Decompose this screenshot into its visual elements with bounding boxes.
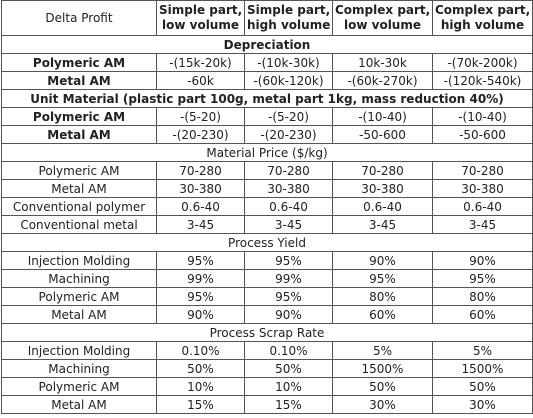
table-cell: -(15k-20k) — [157, 54, 245, 72]
column-header — [157, 1, 245, 36]
header-row — [2, 1, 533, 36]
table-cell: 95% — [157, 288, 245, 306]
table-cell: 0.6-40 — [157, 198, 245, 216]
table-row — [2, 216, 533, 234]
table-cell: 0.6-40 — [433, 198, 533, 216]
column-header-line2: high volume — [247, 18, 331, 32]
table-cell: -(10-40) — [433, 108, 533, 126]
section-title: Depreciation — [2, 36, 533, 54]
table-cell: 60% — [433, 306, 533, 324]
table-cell: 0.10% — [157, 342, 245, 360]
table-row — [2, 72, 533, 90]
table-cell: 99% — [245, 270, 333, 288]
table-cell: 70-280 — [157, 162, 245, 180]
table-row — [2, 270, 533, 288]
table-row — [2, 180, 533, 198]
column-header-line1: Simple part, — [159, 3, 243, 17]
row-label: Polymeric AM — [2, 54, 157, 72]
row-label: Metal AM — [2, 306, 157, 324]
table-cell: 5% — [333, 342, 433, 360]
column-header-line1: Complex part, — [335, 3, 431, 17]
table-row — [2, 252, 533, 270]
table-cell: 1500% — [333, 360, 433, 378]
table-body — [2, 36, 533, 414]
table-cell: -(60k-120k) — [245, 72, 333, 90]
row-label: Machining — [2, 270, 157, 288]
table-cell: 3-45 — [333, 216, 433, 234]
table-cell: 50% — [157, 360, 245, 378]
table-cell: 90% — [157, 306, 245, 324]
header-label: Delta Profit — [2, 1, 157, 36]
table-cell: 70-280 — [433, 162, 533, 180]
table-cell: 70-280 — [333, 162, 433, 180]
row-label: Polymeric AM — [2, 108, 157, 126]
table-cell: 50% — [333, 378, 433, 396]
table-cell: -(5-20) — [245, 108, 333, 126]
table-cell: 50% — [245, 360, 333, 378]
row-label: Metal AM — [2, 396, 157, 414]
table-cell: 3-45 — [245, 216, 333, 234]
column-header-line2: low volume — [344, 18, 421, 32]
table-cell: 30-380 — [433, 180, 533, 198]
table-cell: -50-600 — [433, 126, 533, 144]
row-label: Metal AM — [2, 180, 157, 198]
table-cell: 10% — [245, 378, 333, 396]
section-title: Material Price ($/kg) — [2, 144, 533, 162]
table-row — [2, 126, 533, 144]
row-label: Injection Molding — [2, 342, 157, 360]
table-cell: -(5-20) — [157, 108, 245, 126]
table-cell: 30-380 — [333, 180, 433, 198]
table-cell: 99% — [157, 270, 245, 288]
row-label: Conventional polymer — [2, 198, 157, 216]
table-cell: 95% — [433, 270, 533, 288]
section-title: Unit Material (plastic part 100g, metal part 1kg, mass reduction 40%) — [2, 90, 533, 108]
section-row — [2, 144, 533, 162]
table-cell: -(60k-270k) — [333, 72, 433, 90]
column-header — [433, 1, 533, 36]
table-cell: 30% — [433, 396, 533, 414]
table-cell: 10k-30k — [333, 54, 433, 72]
table-cell: -(10k-30k) — [245, 54, 333, 72]
table-cell: 3-45 — [433, 216, 533, 234]
table-cell: 80% — [333, 288, 433, 306]
table-cell: -60k — [157, 72, 245, 90]
column-header — [245, 1, 333, 36]
row-label: Machining — [2, 360, 157, 378]
row-label: Polymeric AM — [2, 378, 157, 396]
table-cell: 90% — [333, 252, 433, 270]
table-cell: -50-600 — [333, 126, 433, 144]
table-row — [2, 306, 533, 324]
row-label: Conventional metal — [2, 216, 157, 234]
table-cell: -(20-230) — [157, 126, 245, 144]
section-title: Process Yield — [2, 234, 533, 252]
column-header-line1: Simple part, — [247, 3, 331, 17]
table-cell: 95% — [245, 252, 333, 270]
table-cell: 80% — [433, 288, 533, 306]
table-cell: 70-280 — [245, 162, 333, 180]
row-label: Metal AM — [2, 126, 157, 144]
table-row — [2, 198, 533, 216]
table-cell: 90% — [433, 252, 533, 270]
table-cell: 5% — [433, 342, 533, 360]
column-header — [333, 1, 433, 36]
table-cell: 1500% — [433, 360, 533, 378]
table-cell: 0.10% — [245, 342, 333, 360]
table-cell: 0.6-40 — [245, 198, 333, 216]
column-header-line2: high volume — [440, 18, 525, 32]
table-cell: -(10-40) — [333, 108, 433, 126]
table-cell: 15% — [157, 396, 245, 414]
table-cell: 50% — [433, 378, 533, 396]
table-cell: -(120k-540k) — [433, 72, 533, 90]
section-row — [2, 234, 533, 252]
table-cell: -(20-230) — [245, 126, 333, 144]
table-cell: 95% — [333, 270, 433, 288]
column-header-line1: Complex part, — [435, 3, 531, 17]
table-cell: 3-45 — [157, 216, 245, 234]
table-cell: 30-380 — [157, 180, 245, 198]
table-cell: 0.6-40 — [333, 198, 433, 216]
table-cell: 10% — [157, 378, 245, 396]
table-row — [2, 108, 533, 126]
table-cell: 30-380 — [245, 180, 333, 198]
section-row — [2, 36, 533, 54]
table-cell: 30% — [333, 396, 433, 414]
section-row — [2, 90, 533, 108]
row-label: Injection Molding — [2, 252, 157, 270]
table-cell: -(70k-200k) — [433, 54, 533, 72]
table-row — [2, 288, 533, 306]
column-header-line2: low volume — [162, 18, 239, 32]
table-cell: 95% — [245, 288, 333, 306]
table-row — [2, 342, 533, 360]
table-cell: 95% — [157, 252, 245, 270]
table-row — [2, 396, 533, 414]
table-row — [2, 360, 533, 378]
section-row — [2, 324, 533, 342]
table-row — [2, 162, 533, 180]
table-cell: 60% — [333, 306, 433, 324]
row-label: Polymeric AM — [2, 162, 157, 180]
row-label: Metal AM — [2, 72, 157, 90]
table-cell: 90% — [245, 306, 333, 324]
table-row — [2, 378, 533, 396]
row-label: Polymeric AM — [2, 288, 157, 306]
delta-profit-table — [1, 0, 533, 414]
section-title: Process Scrap Rate — [2, 324, 533, 342]
table-cell: 15% — [245, 396, 333, 414]
table-row — [2, 54, 533, 72]
